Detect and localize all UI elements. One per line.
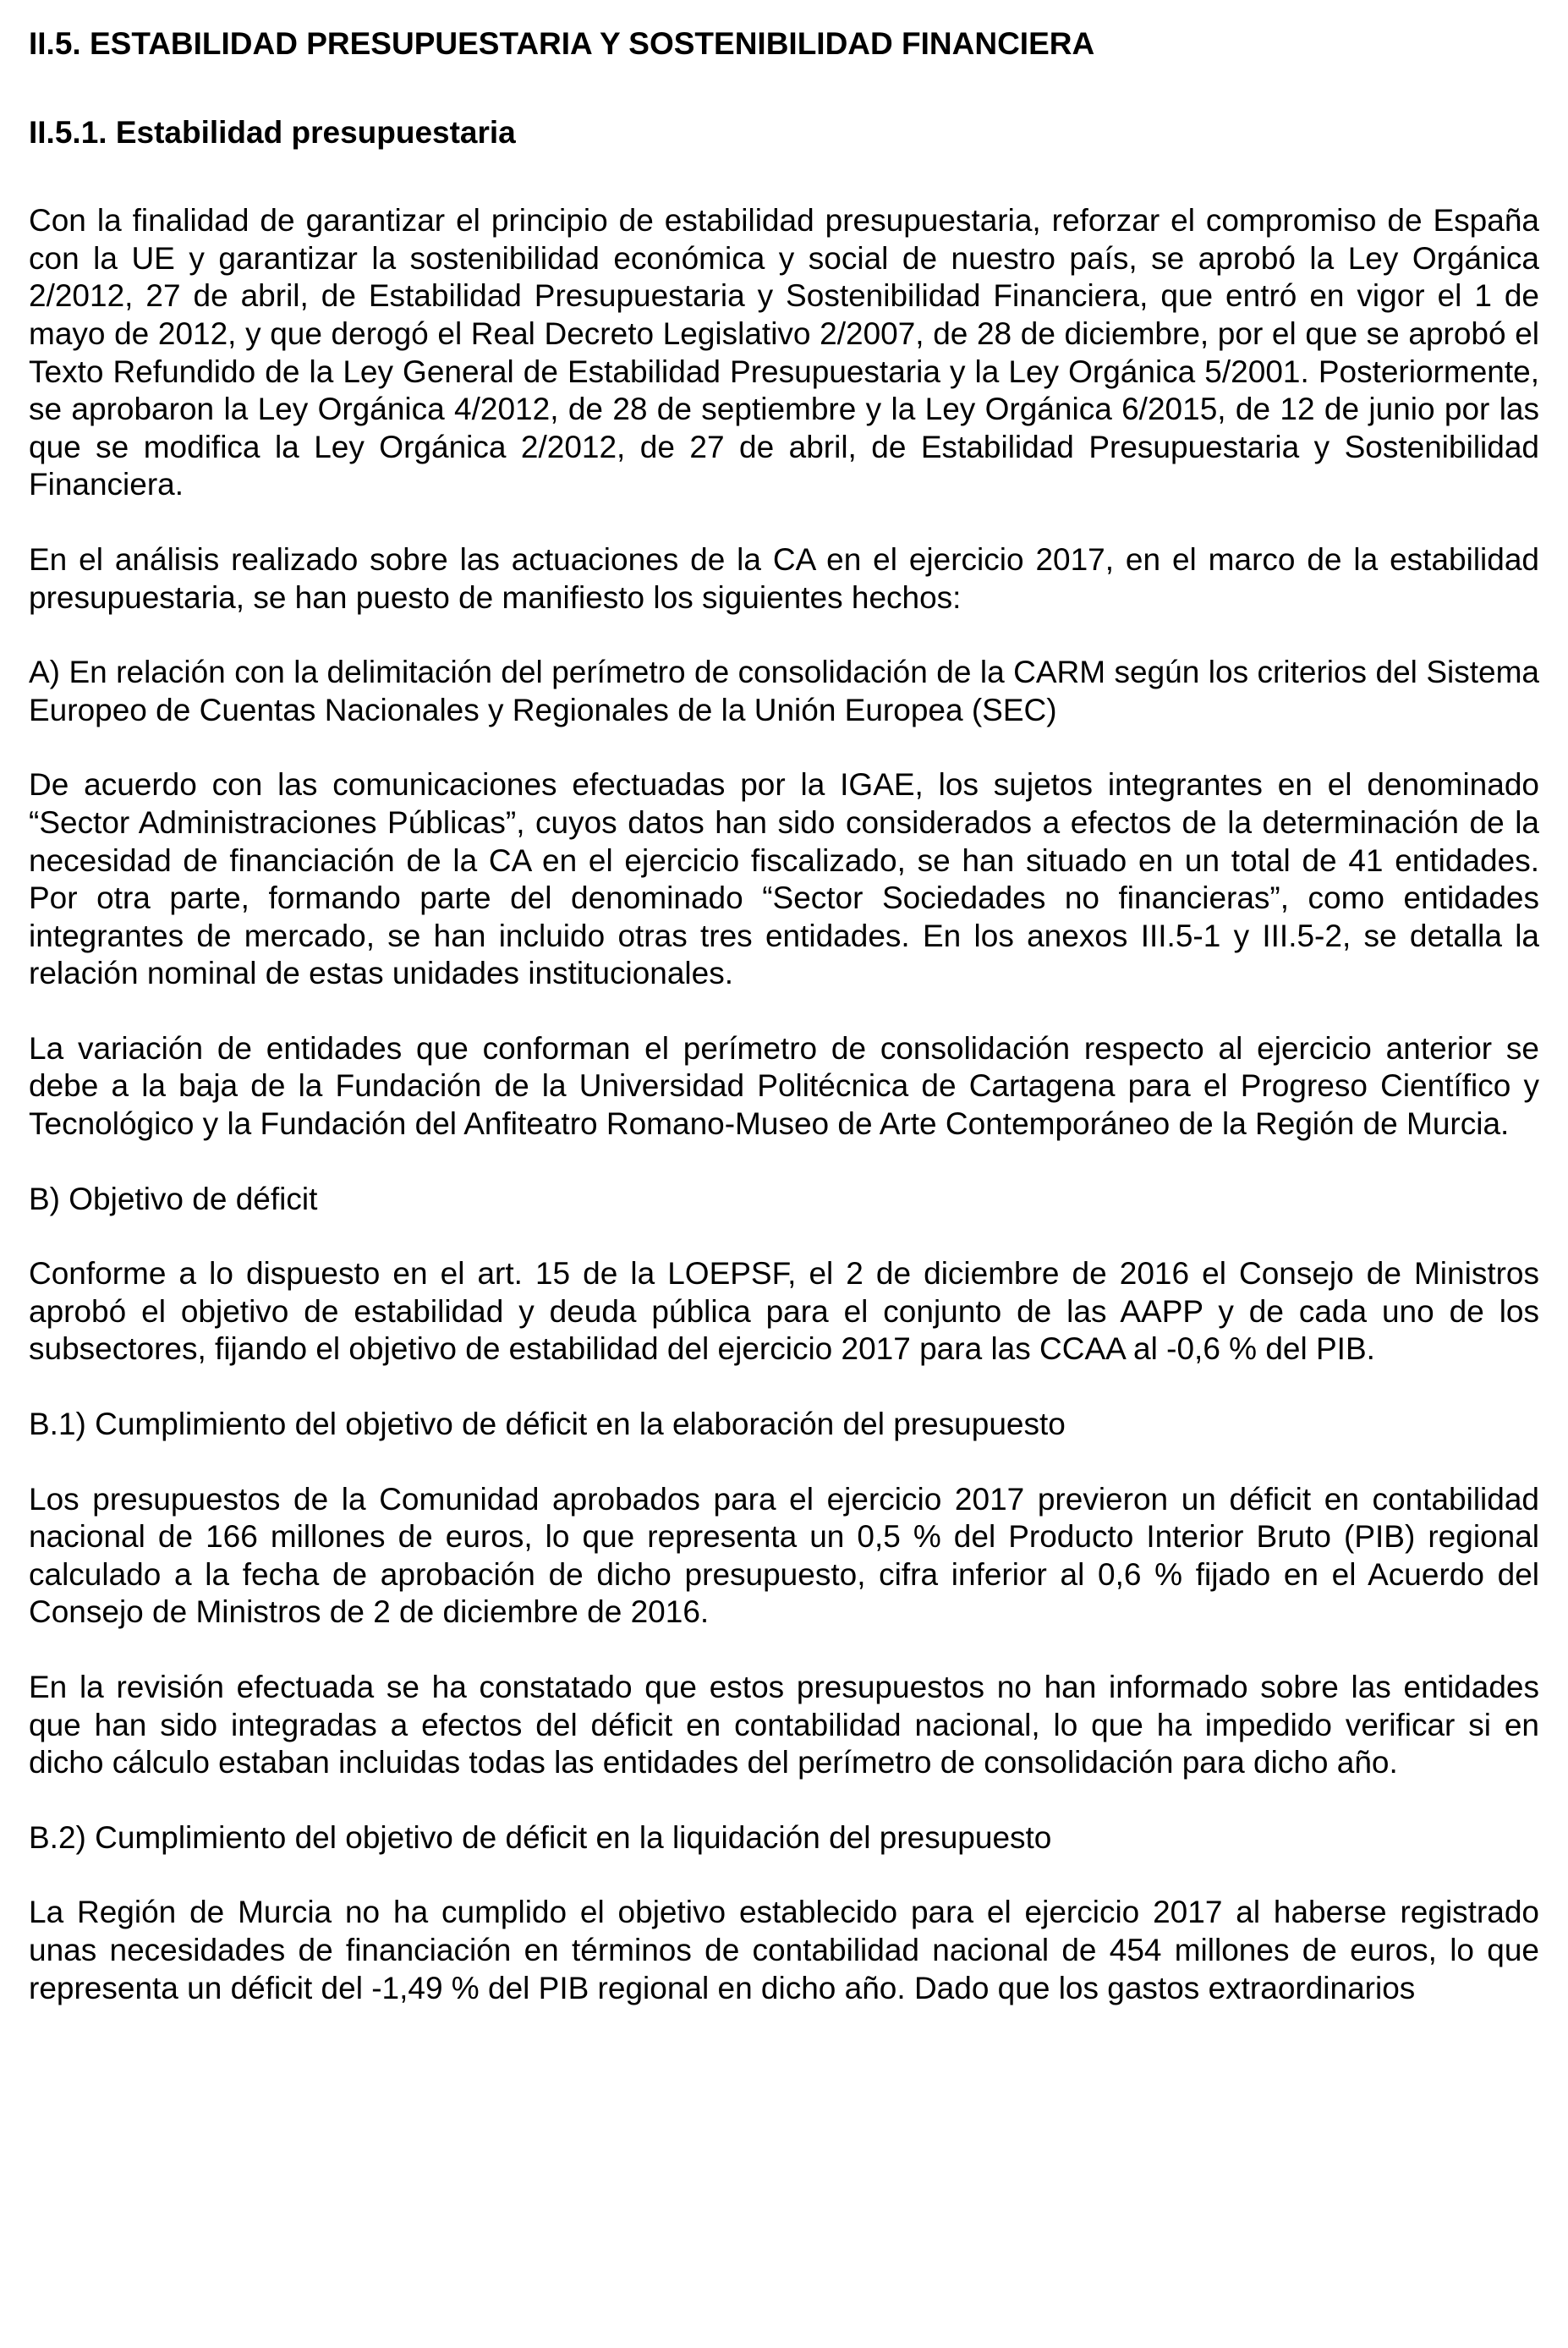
heading-a-perimeter: A) En relación con la delimitación del perímetro de consolidación de la CARM según los criterios del Sistema Europeo de Cuentas Nacionales y Regionales de la Unión Europea (SEC)	[29, 655, 1539, 727]
heading-b1: B.1) Cumplimiento del objetivo de déficit en la elaboración del presupuesto	[29, 1407, 1066, 1442]
paragraph-review: En la revisión efectuada se ha constatado que estos presupuestos no han informado sobre las entidades que han sido integradas a efectos del déficit en contabilidad nacional, lo que ha impedido verificar si en dicho cálculo estaban incluidas todas las entidades del perímetro de consolidación para dicho año.	[29, 1670, 1539, 1780]
paragraph-intro-law: Con la finalidad de garantizar el principio de estabilidad presupuestaria, reforzar el compromiso de España con la UE y garantizar la sostenibilidad económica y social de nuestro país, se aprobó la Ley Orgánica 2/2012, 27 de abril, de Estabilidad Presupuestaria y Sostenibilidad Financiera, que entró en vigor el 1 de mayo de 2012, y que derogó el Real Decreto Legislativo 2/2007, de 28 de diciembre, por el que se aprobó el Texto Refundido de la Ley General de Estabilidad Presupuestaria y la Ley Orgánica 5/2001. Posteriormente, se aprobaron la Ley Orgánica 4/2012, de 28 de septiembre y la Ley Orgánica 6/2015, de 12 de junio por las que se modifica la Ley Orgánica 2/2012, de 27 de abril, de Estabilidad Presupuestaria y Sostenibilidad Financiera.	[29, 203, 1539, 502]
paragraph-loepsf: Conforme a lo dispuesto en el art. 15 de la LOEPSF, el 2 de diciembre de 2016 el Consejo de Ministros aprobó el objetivo de estabilidad y deuda pública para el conjunto de las AAPP y de cada uno de los subsectores, fijando el objetivo de estabilidad del ejercicio 2017 para las CCAA al -0,6 % del PIB.	[29, 1256, 1539, 1367]
paragraph-budget-2017: Los presupuestos de la Comunidad aprobados para el ejercicio 2017 previeron un déficit en contabilidad nacional de 166 millones de euros, lo que representa un 0,5 % del Producto Interior Bruto (PIB) regional calculado a la fecha de aprobación de dicho presupuesto, cifra inferior al 0,6 % fijado en el Acuerdo del Consejo de Ministros de 2 de diciembre de 2016.	[29, 1481, 1539, 1630]
paragraph-variation: La variación de entidades que conforman el perímetro de consolidación respecto al ejercicio anterior se debe a la baja de la Fundación de la Universidad Politécnica de Cartagena para el Progreso Científico y Tecnológico y la Fundación del Anfiteatro Romano-Museo de Arte Contemporáneo de la Región de Murcia.	[29, 1030, 1539, 1142]
document-page	[29, 25, 1539, 2044]
heading-b2: B.2) Cumplimiento del objetivo de déficit en la liquidación del presupuesto	[29, 1819, 1052, 1855]
paragraph-analysis: En el análisis realizado sobre las actuaciones de la CA en el ejercicio 2017, en el marco de la estabilidad presupuestaria, se han puesto de manifiesto los siguientes hechos:	[29, 541, 1539, 615]
paragraph-murcia: La Región de Murcia no ha cumplido el objetivo establecido para el ejercicio 2017 al haberse registrado unas necesidades de financiación en términos de contabilidad nacional de 454 millones de euros, lo que representa un déficit del -1,49 % del PIB regional en dicho año. Dado que los gastos extraordinarios	[29, 1895, 1539, 2005]
subsection-title: II.5.1. Estabilidad presupuestaria	[29, 114, 516, 150]
paragraph-igae: De acuerdo con las comunicaciones efectuadas por la IGAE, los sujetos integrantes en el denominado “Sector Administraciones Públicas”, cuyos datos han sido considerados a efectos de la determinación de la necesidad de financiación de la CA en el ejercicio fiscalizado, se han situado en un total de 41 entidades. Por otra parte, formando parte del denominado “Sector Sociedades no financieras”, como entidades integrantes de mercado, se han incluido otras tres entidades. En los anexos III.5-1 y III.5-2, se detalla la relación nominal de estas unidades institucionales.	[29, 767, 1539, 991]
section-title: II.5. ESTABILIDAD PRESUPUESTARIA Y SOSTENIBILIDAD FINANCIERA	[29, 26, 1095, 61]
heading-b-deficit: B) Objetivo de déficit	[29, 1181, 318, 1216]
